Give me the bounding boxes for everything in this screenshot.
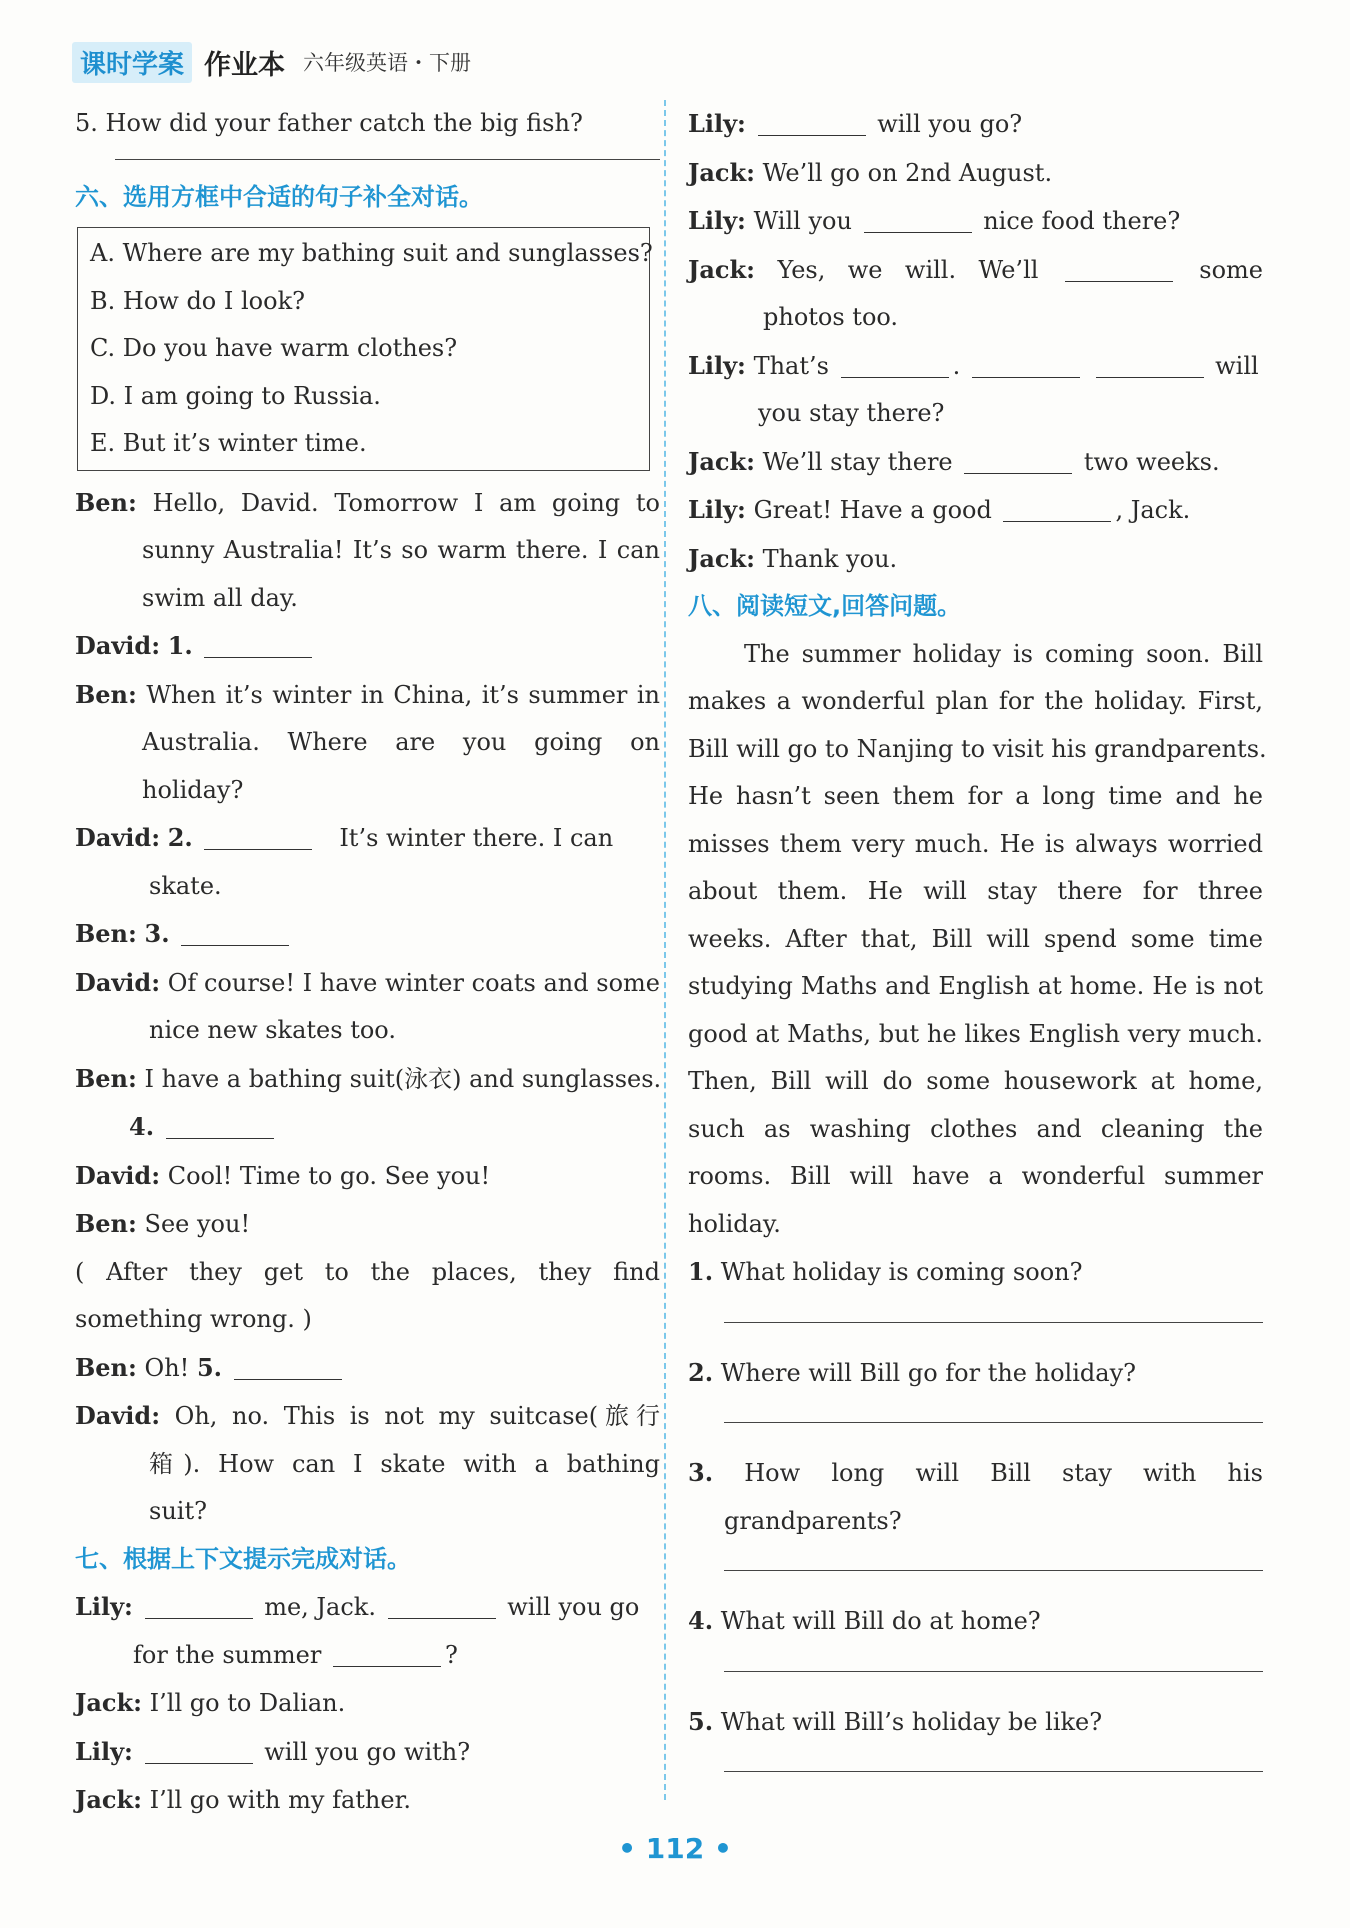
option-c: C. Do you have warm clothes? xyxy=(90,334,458,362)
dialogue-line: holiday? xyxy=(142,775,244,804)
blank[interactable] xyxy=(864,204,972,233)
options-box xyxy=(77,227,653,471)
dialogue-line: Jack: Thank you. xyxy=(688,543,898,573)
section-8-title: 八、阅读短文,回答问题。 xyxy=(688,592,962,620)
dialogue-line: Jack: We’ll stay there two weeks. xyxy=(688,446,1220,476)
narration-line: ( After they get to the places, they find xyxy=(75,1257,660,1286)
reading-question-2: 2. Where will Bill go for the holiday? xyxy=(688,1357,1136,1387)
blank[interactable] xyxy=(1096,349,1204,378)
passage-line: holiday. xyxy=(688,1209,781,1238)
blank-1[interactable] xyxy=(204,629,312,658)
passage-line: rooms. Bill will have a wonderful summer xyxy=(688,1162,1263,1190)
right-column xyxy=(688,100,1267,1792)
dialogue-line: photos too. xyxy=(763,303,899,331)
column-divider xyxy=(664,100,666,1800)
dialogue-line: 箱). How can I skate with a bathing xyxy=(149,1449,660,1478)
dialogue-line: Lily: That’s . will xyxy=(688,350,1259,380)
dialogue-line: Ben: See you! xyxy=(75,1209,251,1238)
blank[interactable] xyxy=(964,445,1072,474)
passage-line: The summer holiday is coming soon. Bill xyxy=(744,639,1263,668)
passage-line: Bill will go to Nanjing to visit his grandparents. xyxy=(688,734,1267,763)
passage-line: makes a wonderful plan for the holiday. First, xyxy=(688,687,1263,715)
passage-line: about them. He will stay there for three xyxy=(688,877,1263,905)
answer-line[interactable] xyxy=(724,1770,1263,1772)
dialogue-line: you stay there? xyxy=(758,399,945,427)
brand-label: 课时学案 xyxy=(72,42,192,83)
dialogue-line: Lily: Great! Have a good , Jack. xyxy=(688,495,1191,524)
passage-line: misses them very much. He is always worried xyxy=(688,829,1263,858)
dialogue-line: sunny Australia! It’s so warm there. I can xyxy=(142,536,660,564)
blank-3[interactable] xyxy=(181,917,289,946)
dialogue-line: Ben: I have a bathing suit(泳衣) and sunglasses. xyxy=(75,1063,662,1093)
left-column xyxy=(75,100,660,1825)
blank[interactable] xyxy=(1003,493,1111,522)
option-d: D. I am going to Russia. xyxy=(90,381,381,410)
dialogue-line: Ben: When it’s winter in China, it’s summer in xyxy=(75,679,660,709)
dialogue-line: Jack: I’ll go with my father. xyxy=(75,1785,412,1814)
dialogue-line: suit? xyxy=(149,1497,207,1525)
dialogue-line: David: Oh, no. This is not my suitcase(旅行 xyxy=(75,1401,660,1430)
dialogue-line: Ben: 3. xyxy=(75,910,660,959)
answer-line[interactable] xyxy=(724,1569,1263,1571)
speaker-ben: Ben: xyxy=(75,487,137,517)
dialogue-line: Ben: Hello, David. Tomorrow I am going to xyxy=(75,487,660,517)
book-subtitle: 六年级英语・下册 xyxy=(303,51,472,75)
dialogue-line: Jack: I’ll go to Dalian. xyxy=(75,1688,346,1717)
dialogue-line: Lily: Will you nice food there? xyxy=(688,206,1181,235)
dialogue-line: Lily: will you go with? xyxy=(75,1736,471,1766)
passage-line: He hasn’t seen them for a long time and he xyxy=(688,782,1263,810)
blank[interactable] xyxy=(1065,253,1173,282)
dialogue-line: Lily: will you go? xyxy=(688,109,1023,138)
page-header xyxy=(72,42,471,82)
question-5: 5. How did your father catch the big fish? xyxy=(75,109,583,137)
book-title: 作业本 xyxy=(204,49,286,81)
reading-question-4: 4. What will Bill do at home? xyxy=(688,1606,1041,1635)
dialogue-line: skate. xyxy=(149,871,222,900)
dialogue-line: Australia. Where are you going on xyxy=(142,728,660,756)
passage-line: good at Maths, but he likes English very much. xyxy=(688,1019,1263,1048)
blank[interactable] xyxy=(388,1590,496,1619)
answer-line[interactable] xyxy=(724,1321,1263,1323)
blank[interactable] xyxy=(758,107,866,136)
passage-line: Then, Bill will do some housework at home, xyxy=(688,1067,1263,1095)
dialogue-line: David: 1. xyxy=(75,622,660,671)
answer-line[interactable] xyxy=(724,1421,1263,1423)
blank-2[interactable] xyxy=(204,821,312,850)
section-7-title: 七、根据上下文提示完成对话。 xyxy=(75,1544,411,1573)
dialogue-line: David: 2. It’s winter there. I can xyxy=(75,823,614,852)
blank[interactable] xyxy=(145,1590,253,1619)
blank-4[interactable] xyxy=(166,1110,274,1139)
option-a: A. Where are my bathing suit and sunglasses? xyxy=(90,239,653,267)
dialogue-line: Jack: We’ll go on 2nd August. xyxy=(688,157,1053,187)
dialogue-line: swim all day. xyxy=(142,583,298,612)
reading-questions xyxy=(688,1248,1263,1772)
dialogue-line: David: Cool! Time to go. See you! xyxy=(75,1160,491,1190)
dialogue-line: Jack: Yes, we will. We’ll some xyxy=(688,254,1263,284)
dialogue-line: 4. xyxy=(75,1103,660,1152)
blank[interactable] xyxy=(145,1735,253,1764)
option-e: E. But it’s winter time. xyxy=(90,429,367,457)
dialogue-line: nice new skates too. xyxy=(149,1016,396,1044)
blank[interactable] xyxy=(333,1638,441,1667)
narration-line: something wrong. ) xyxy=(75,1305,312,1333)
page-number: • 112 • xyxy=(618,1832,732,1865)
dialogue-line: David: Of course! I have winter coats and some xyxy=(75,967,660,997)
dialogue-line: Ben: Oh! 5. xyxy=(75,1344,660,1393)
reading-question-3: 3. How long will Bill stay with his xyxy=(688,1458,1263,1487)
blank[interactable] xyxy=(972,349,1080,378)
dialogue-line: Lily: me, Jack. will you go xyxy=(75,1592,640,1621)
passage-line: such as washing clothes and cleaning the xyxy=(688,1114,1263,1143)
reading-question-5: 5. What will Bill’s holiday be like? xyxy=(688,1706,1103,1736)
section-6-title: 六、选用方框中合适的句子补全对话。 xyxy=(75,182,483,211)
blank-5[interactable] xyxy=(234,1351,342,1380)
answer-line[interactable] xyxy=(724,1670,1263,1672)
reading-question-1: 1. What holiday is coming soon? xyxy=(688,1257,1083,1286)
reading-question-3-cont: grandparents? xyxy=(724,1506,902,1535)
reading-passage xyxy=(688,631,1267,1249)
answer-line[interactable] xyxy=(115,158,660,160)
blank[interactable] xyxy=(841,349,949,378)
passage-line: weeks. After that, Bill will spend some time xyxy=(688,924,1263,953)
option-b: B. How do I look? xyxy=(90,286,305,315)
passage-line: studying Maths and English at home. He is not xyxy=(688,972,1263,1000)
dialogue-line: for the summer ? xyxy=(75,1632,660,1680)
